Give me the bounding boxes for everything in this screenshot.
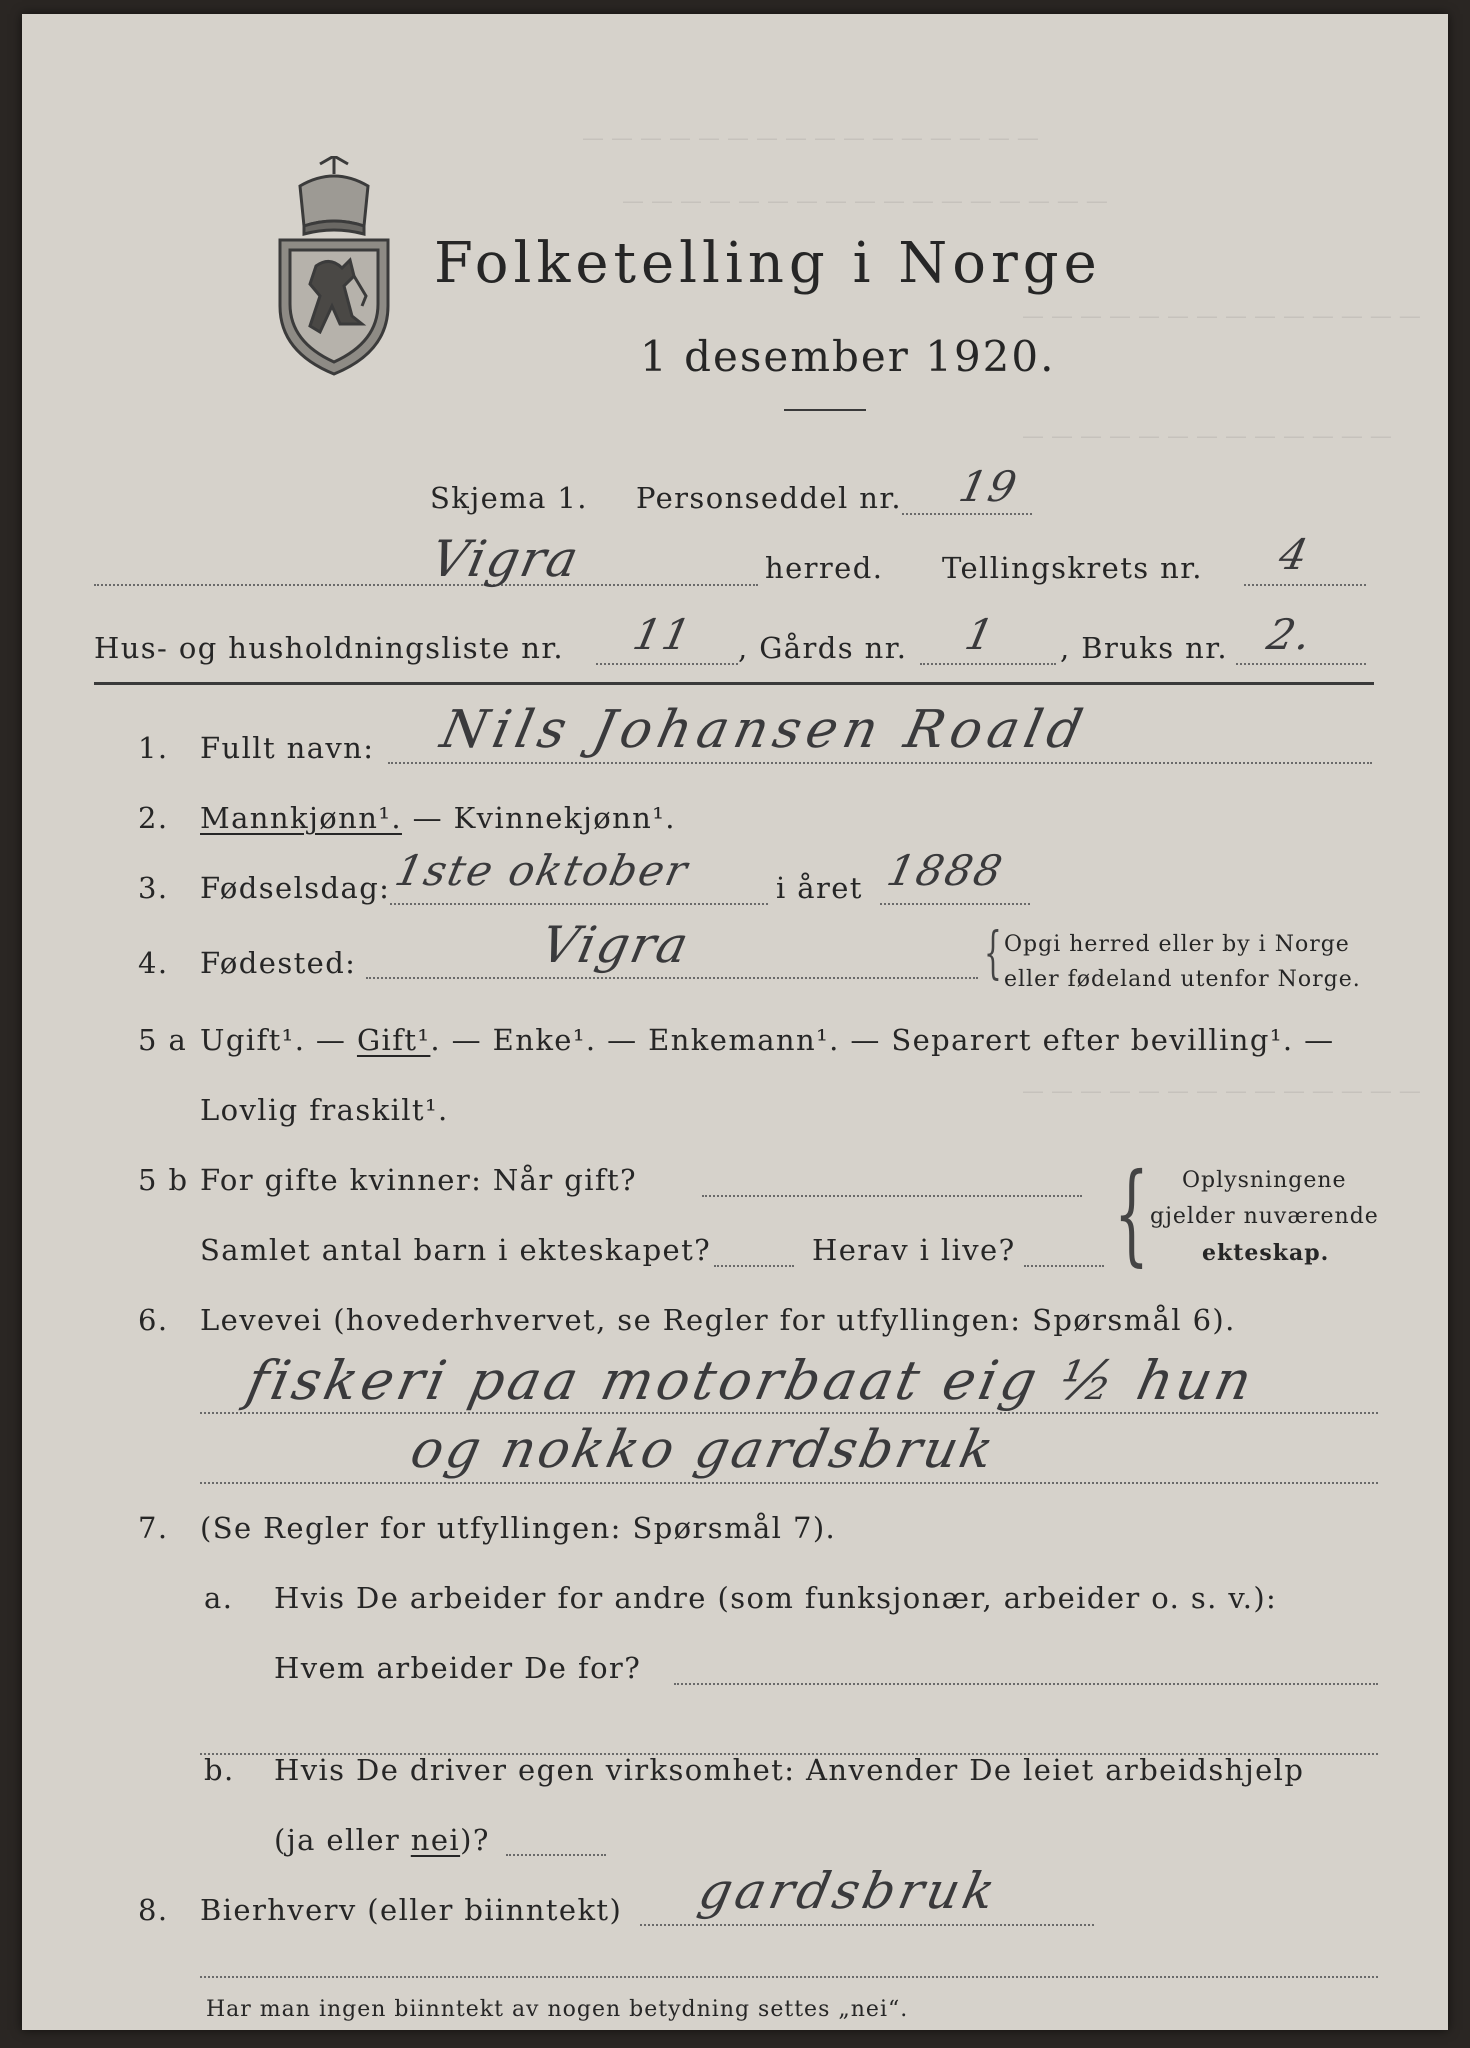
tellingskrets-value[interactable]: 4 [1274,530,1315,579]
form-title: Folketelling i Norge [434,231,1102,296]
title-divider [784,409,866,411]
q5b-note3: ekteskap. [1202,1240,1330,1266]
birthplace-value[interactable]: Vigra [535,916,696,974]
q5b-line1: For gifte kvinner: Når gift? [200,1163,638,1197]
children-alive-line [1024,1265,1104,1267]
personseddel-line [902,513,1032,515]
side-income-line-2 [200,1976,1378,1978]
gender-male-option[interactable]: Mannkjønn¹. [200,801,402,835]
occupation-value-line2[interactable]: og nokko gardsbruk [405,1420,1002,1480]
q6-label: Levevei (hovederhvervet, se Regler for utfyllingen: Spørsmål 6). [200,1303,1236,1337]
q4-line [366,977,978,979]
q3-label: Fødselsdag: [200,871,391,905]
q5b-alive-label: Herav i live? [812,1233,1016,1267]
norwegian-coat-of-arms-icon [270,156,398,378]
q4-number: 4. [138,946,169,980]
q5a-number: 5 a [138,1023,188,1057]
q4-note-line1: Opgi herred eller by i Norge [1004,932,1350,957]
married-when-line [702,1195,1082,1197]
q2-separator: — [401,801,454,835]
other-marital-options[interactable]: . — Enke¹. — Enkemann¹. — Separert efter bevilling¹. — [430,1023,1335,1057]
gender-female-option[interactable]: Kvinnekjønn¹. [453,801,676,835]
children-count-line [714,1265,794,1267]
q1-number: 1. [138,731,169,765]
census-date: 1 desember 1920. [640,332,1056,381]
occupation-value-line1[interactable]: fiskeri paa motorbaat eig ½ hun [241,1349,1262,1412]
unmarried-option[interactable]: Ugift¹. — [200,1023,357,1057]
q7b-answer-options [274,1823,490,1857]
bruks-value[interactable]: 2. [1262,610,1318,659]
q5b-note1: Oplysningene [1182,1168,1347,1193]
q5b-brace: { [1114,1149,1149,1277]
full-name-value[interactable]: Nils Johansen Roald [435,700,1094,760]
q7b-letter: b. [204,1753,235,1787]
q3-number: 3. [138,871,169,905]
q7b-question: Hvis De driver egen virksomhet: Anvender De leiet arbeidshjelp [274,1753,1305,1787]
q7b-close: )? [460,1823,490,1857]
footer-note: Har man ingen biinntekt av nogen betydning settes „nei“. [206,1997,909,2022]
q7a-letter: a. [204,1581,234,1615]
herred-label: herred. [765,551,884,585]
husholdningsliste-value[interactable]: 11 [628,610,697,659]
tellingskrets-line [1244,584,1366,586]
q7-number: 7. [138,1511,169,1545]
divorced-option[interactable]: Lovlig fraskilt¹. [200,1093,449,1127]
q7a-employer-label: Hvem arbeider De for? [274,1651,642,1685]
q5b-note2: gjelder nuværende [1150,1204,1379,1229]
birth-year-value[interactable]: 1888 [882,846,1009,895]
employer-line [674,1683,1378,1685]
occupation-line-2 [200,1482,1378,1484]
q2-number: 2. [138,801,169,835]
bruks-label: , Bruks nr. [1060,631,1228,665]
personseddel-label: Personseddel nr. [636,481,903,515]
tellingskrets-label: Tellingskrets nr. [942,551,1203,585]
q7a-question: Hvis De arbeider for andre (som funksjonær, arbeider o. s. v.): [274,1581,1278,1615]
occupation-line-1 [200,1412,1378,1414]
skjema-label: Skjema 1. [430,481,588,515]
q1-label: Fullt navn: [200,731,375,765]
header-separator [94,682,1374,685]
side-income-value[interactable]: gardsbruk [693,1862,1004,1920]
q7-label: (Se Regler for utfyllingen: Spørsmål 7). [200,1511,837,1545]
birthday-value[interactable]: 1ste oktober [390,846,694,895]
husholdningsliste-line [596,663,738,665]
gards-value[interactable]: 1 [960,610,1001,659]
q4-brace: { [984,921,1002,986]
q4-label: Fødested: [200,946,357,980]
q1-line [388,762,1372,764]
husholdningsliste-label: Hus- og husholdningsliste nr. [94,631,565,665]
married-option[interactable]: Gift¹ [356,1023,431,1057]
q3-line [390,903,768,905]
q5b-number: 5 b [138,1163,189,1197]
gards-line [920,663,1056,665]
q7b-open: (ja eller [274,1823,411,1857]
q7b-no-option[interactable]: nei [410,1823,461,1857]
q3-year-label: i året [776,871,863,905]
side-income-line [640,1924,1094,1926]
personseddel-value[interactable]: 19 [954,462,1023,511]
bruks-line [1236,663,1366,665]
q4-note-line2: eller fødeland utenfor Norge. [1004,967,1361,992]
q7b-line [506,1854,606,1856]
q3-year-line [880,903,1030,905]
marital-status-options [200,1023,1335,1057]
herred-value[interactable]: Vigra [425,530,586,588]
q8-number: 8. [138,1893,169,1927]
q2-options [200,801,676,835]
q6-number: 6. [138,1303,169,1337]
census-form-page: — — — — — — — — — — — — — — — — — — — — — — — — — — — — — — — — — — — — — — — — — — — — — — — — — — — — — — — — — — — — — — — — — — — — — — — — — — Folketelling i Norge 1 desember 1920. Skjema 1. Personseddel nr. 19 Vigra herred. Tellingskrets nr. 4 Hus- og husholdningsliste nr. 11 , Gårds nr. 1 , Bruks nr. 2. 1. Fullt navn: Nils Johansen Roald 2. Mannkjønn¹. — Kvinnekjønn¹. 3. Fødselsdag: 1ste oktober i året 1888 4. Fødested: Vigra { Opgi herred eller by i Norge eller fødeland utenfor Norge. 5 a Ugift¹. — Gift¹. — Enke¹. — Enkemann¹. — Separert efter bevilling¹. — Lovlig fraskilt¹. 5 b For gifte kvinner: Når gift? Samlet antal barn i ekteskapet? Herav i live? { Oplysningene gjelder nuværende ekteskap. 6. Levevei (hovederhvervet, se Regler for utfyllingen: Spørsmål 6). fiskeri paa motorbaat eig ½ hun og nokko gardsbruk 7. (Se Regler for utfyllingen: Spørsmål 7). a. Hvis De arbeider for andre (som funksjonær, arbeider o. s. v.): Hvem arbeider De for? b. Hvis De driver egen virksomhet: Anvender De leiet arbeidshjelp (ja eller nei)? 8. Bierhverv (eller biinntekt) gardsbruk Har man ingen biinntekt av nogen betydning settes „nei“. [22,14,1448,2030]
gards-label: , Gårds nr. [738,631,908,665]
q8-label: Bierhverv (eller biinntekt) [200,1893,623,1927]
q5b-children-label: Samlet antal barn i ekteskapet? [200,1233,712,1267]
